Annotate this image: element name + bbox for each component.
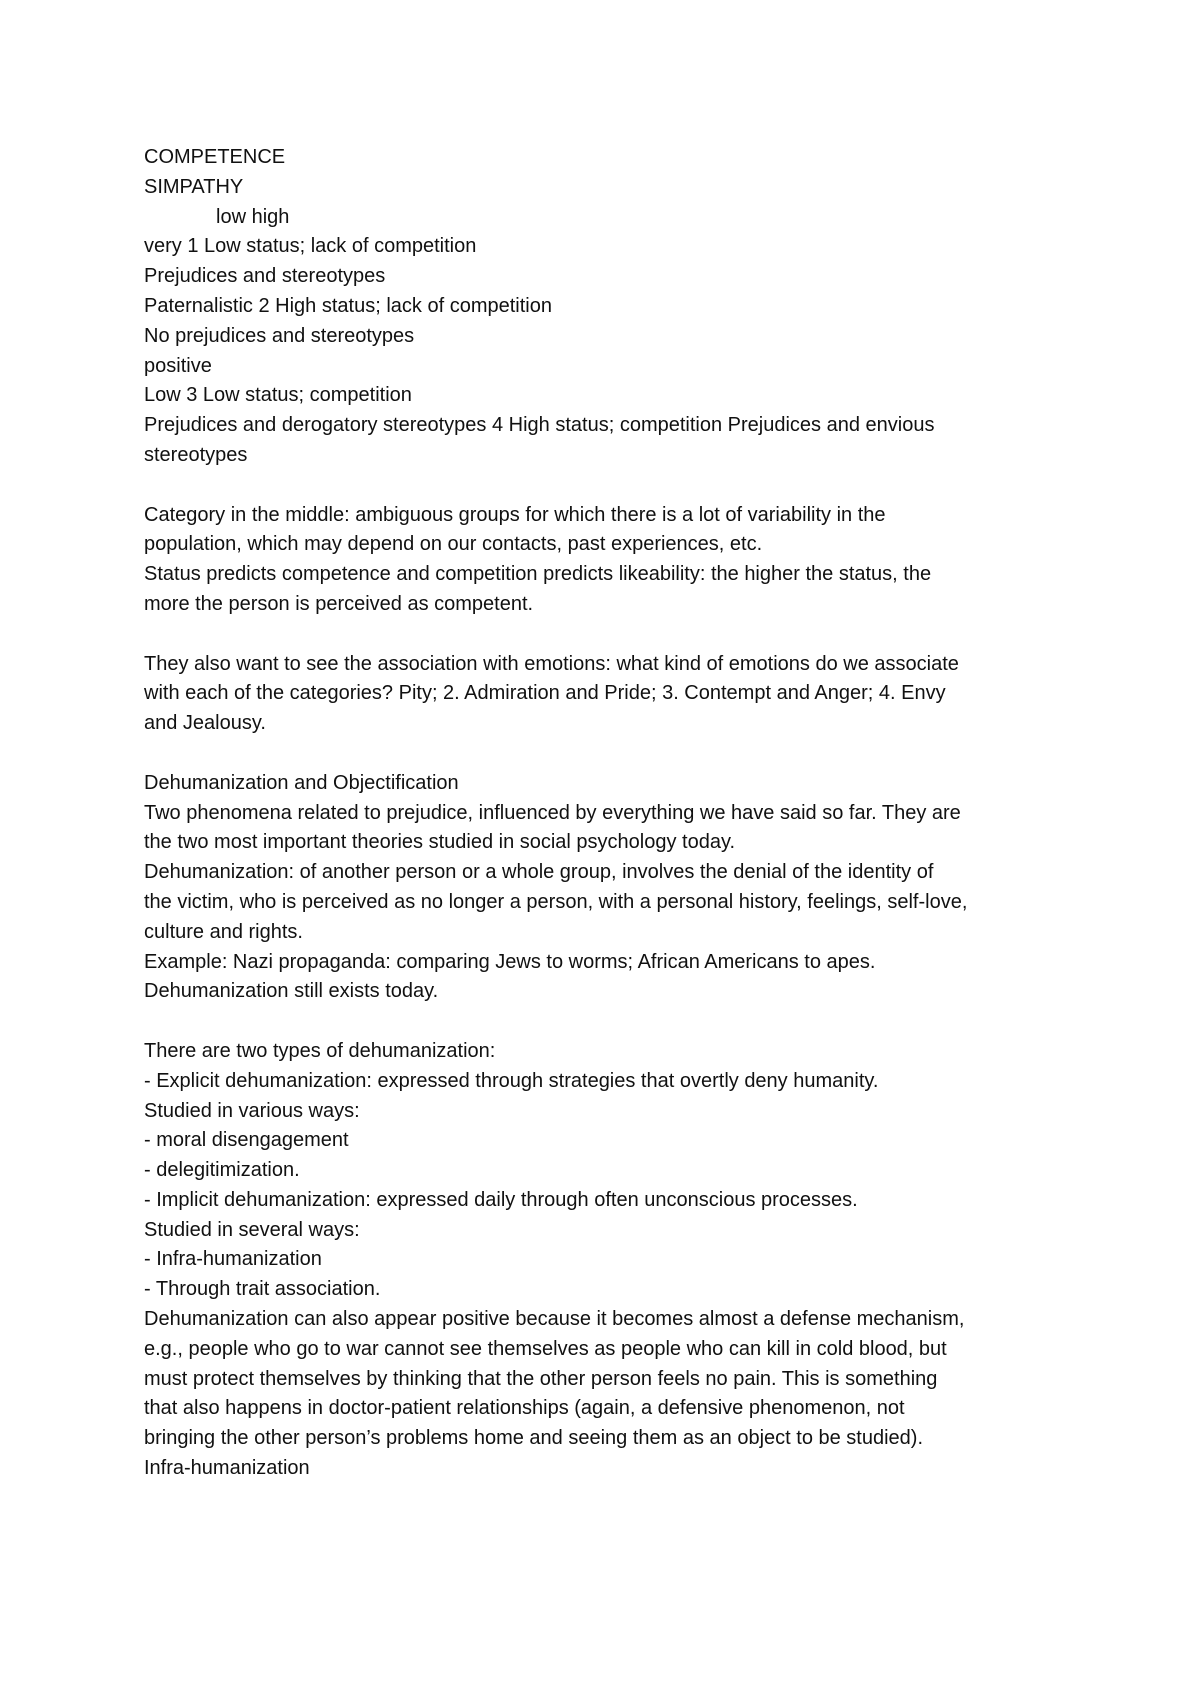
paragraph-line: with each of the categories? Pity; 2. Admiration and Pride; 3. Contempt and Anger; 4. Envy [144, 682, 946, 705]
blank-line [144, 471, 1074, 501]
heading-simpathy: SIMPATHY [144, 175, 244, 198]
list-item: - Explicit dehumanization: expressed through strategies that overtly deny humanity. [144, 1069, 879, 1092]
heading-competence: COMPETENCE [144, 146, 286, 168]
blank-line [144, 620, 1074, 650]
paragraph-line: the victim, who is perceived as no longer a person, with a personal history, feelings, self-love, [144, 890, 968, 913]
text-line: No prejudices and stereotypes [144, 324, 415, 347]
paragraph-line: Studied in several ways: [144, 1218, 360, 1241]
list-item: - Through trait association. [144, 1278, 381, 1301]
list-item: - Implicit dehumanization: expressed daily through often unconscious processes. [144, 1188, 858, 1211]
paragraph-line: culture and rights. [144, 920, 303, 943]
paragraph-line: Status predicts competence and competition predicts likeability: the higher the status, the [144, 563, 932, 586]
paragraph-line: Category in the middle: ambiguous groups for which there is a lot of variability in the [144, 503, 886, 526]
list-item: - moral disengagement [144, 1129, 349, 1152]
paragraph-line: Dehumanization still exists today. [144, 980, 439, 1003]
paragraph-line: Two phenomena related to prejudice, influenced by everything we have said so far. They are [144, 801, 961, 824]
text-line: Prejudices and stereotypes [144, 265, 386, 288]
paragraph-line: more the person is perceived as competent. [144, 592, 534, 615]
text-line: very 1 Low status; lack of competition [144, 235, 477, 258]
paragraph-line: that also happens in doctor-patient relationships (again, a defensive phenomenon, not [144, 1397, 905, 1420]
text-line: Prejudices and derogatory stereotypes 4 High status; competition Prejudices and envious [144, 414, 935, 437]
text-line: Low 3 Low status; competition [144, 384, 412, 407]
paragraph-line: bringing the other person’s problems home and seeing them as an object to be studied). [144, 1427, 924, 1450]
paragraph-line: Dehumanization can also appear positive because it becomes almost a defense mechanism, [144, 1308, 965, 1331]
paragraph-line: and Jealousy. [144, 712, 266, 735]
section-heading: Dehumanization and Objectification [144, 771, 459, 794]
paragraph-line: Studied in various ways: [144, 1099, 360, 1122]
paragraph-line: Example: Nazi propaganda: comparing Jews to worms; African Americans to apes. [144, 950, 876, 973]
paragraph-line: Dehumanization: of another person or a whole group, involves the denial of the identity of [144, 861, 934, 884]
paragraph-line: population, which may depend on our contacts, past experiences, etc. [144, 533, 763, 556]
text-line: positive [144, 354, 212, 377]
paragraph-line: the two most important theories studied in social psychology today. [144, 831, 736, 854]
section-heading: Infra-humanization [144, 1457, 310, 1480]
axis-low-high: low high [216, 205, 290, 228]
document-page [144, 143, 1074, 1484]
paragraph-line: e.g., people who go to war cannot see themselves as people who can kill in cold blood, but [144, 1337, 947, 1360]
paragraph-line: There are two types of dehumanization: [144, 1039, 496, 1062]
paragraph-line: must protect themselves by thinking that the other person feels no pain. This is something [144, 1367, 938, 1390]
list-item: - Infra-humanization [144, 1248, 322, 1271]
list-item: - delegitimization. [144, 1159, 300, 1182]
text-line: Paternalistic 2 High status; lack of competition [144, 294, 552, 317]
blank-line [144, 1007, 1074, 1037]
paragraph-line: They also want to see the association with emotions: what kind of emotions do we associate [144, 652, 959, 675]
text-line: stereotypes [144, 443, 248, 466]
blank-line [144, 739, 1074, 769]
